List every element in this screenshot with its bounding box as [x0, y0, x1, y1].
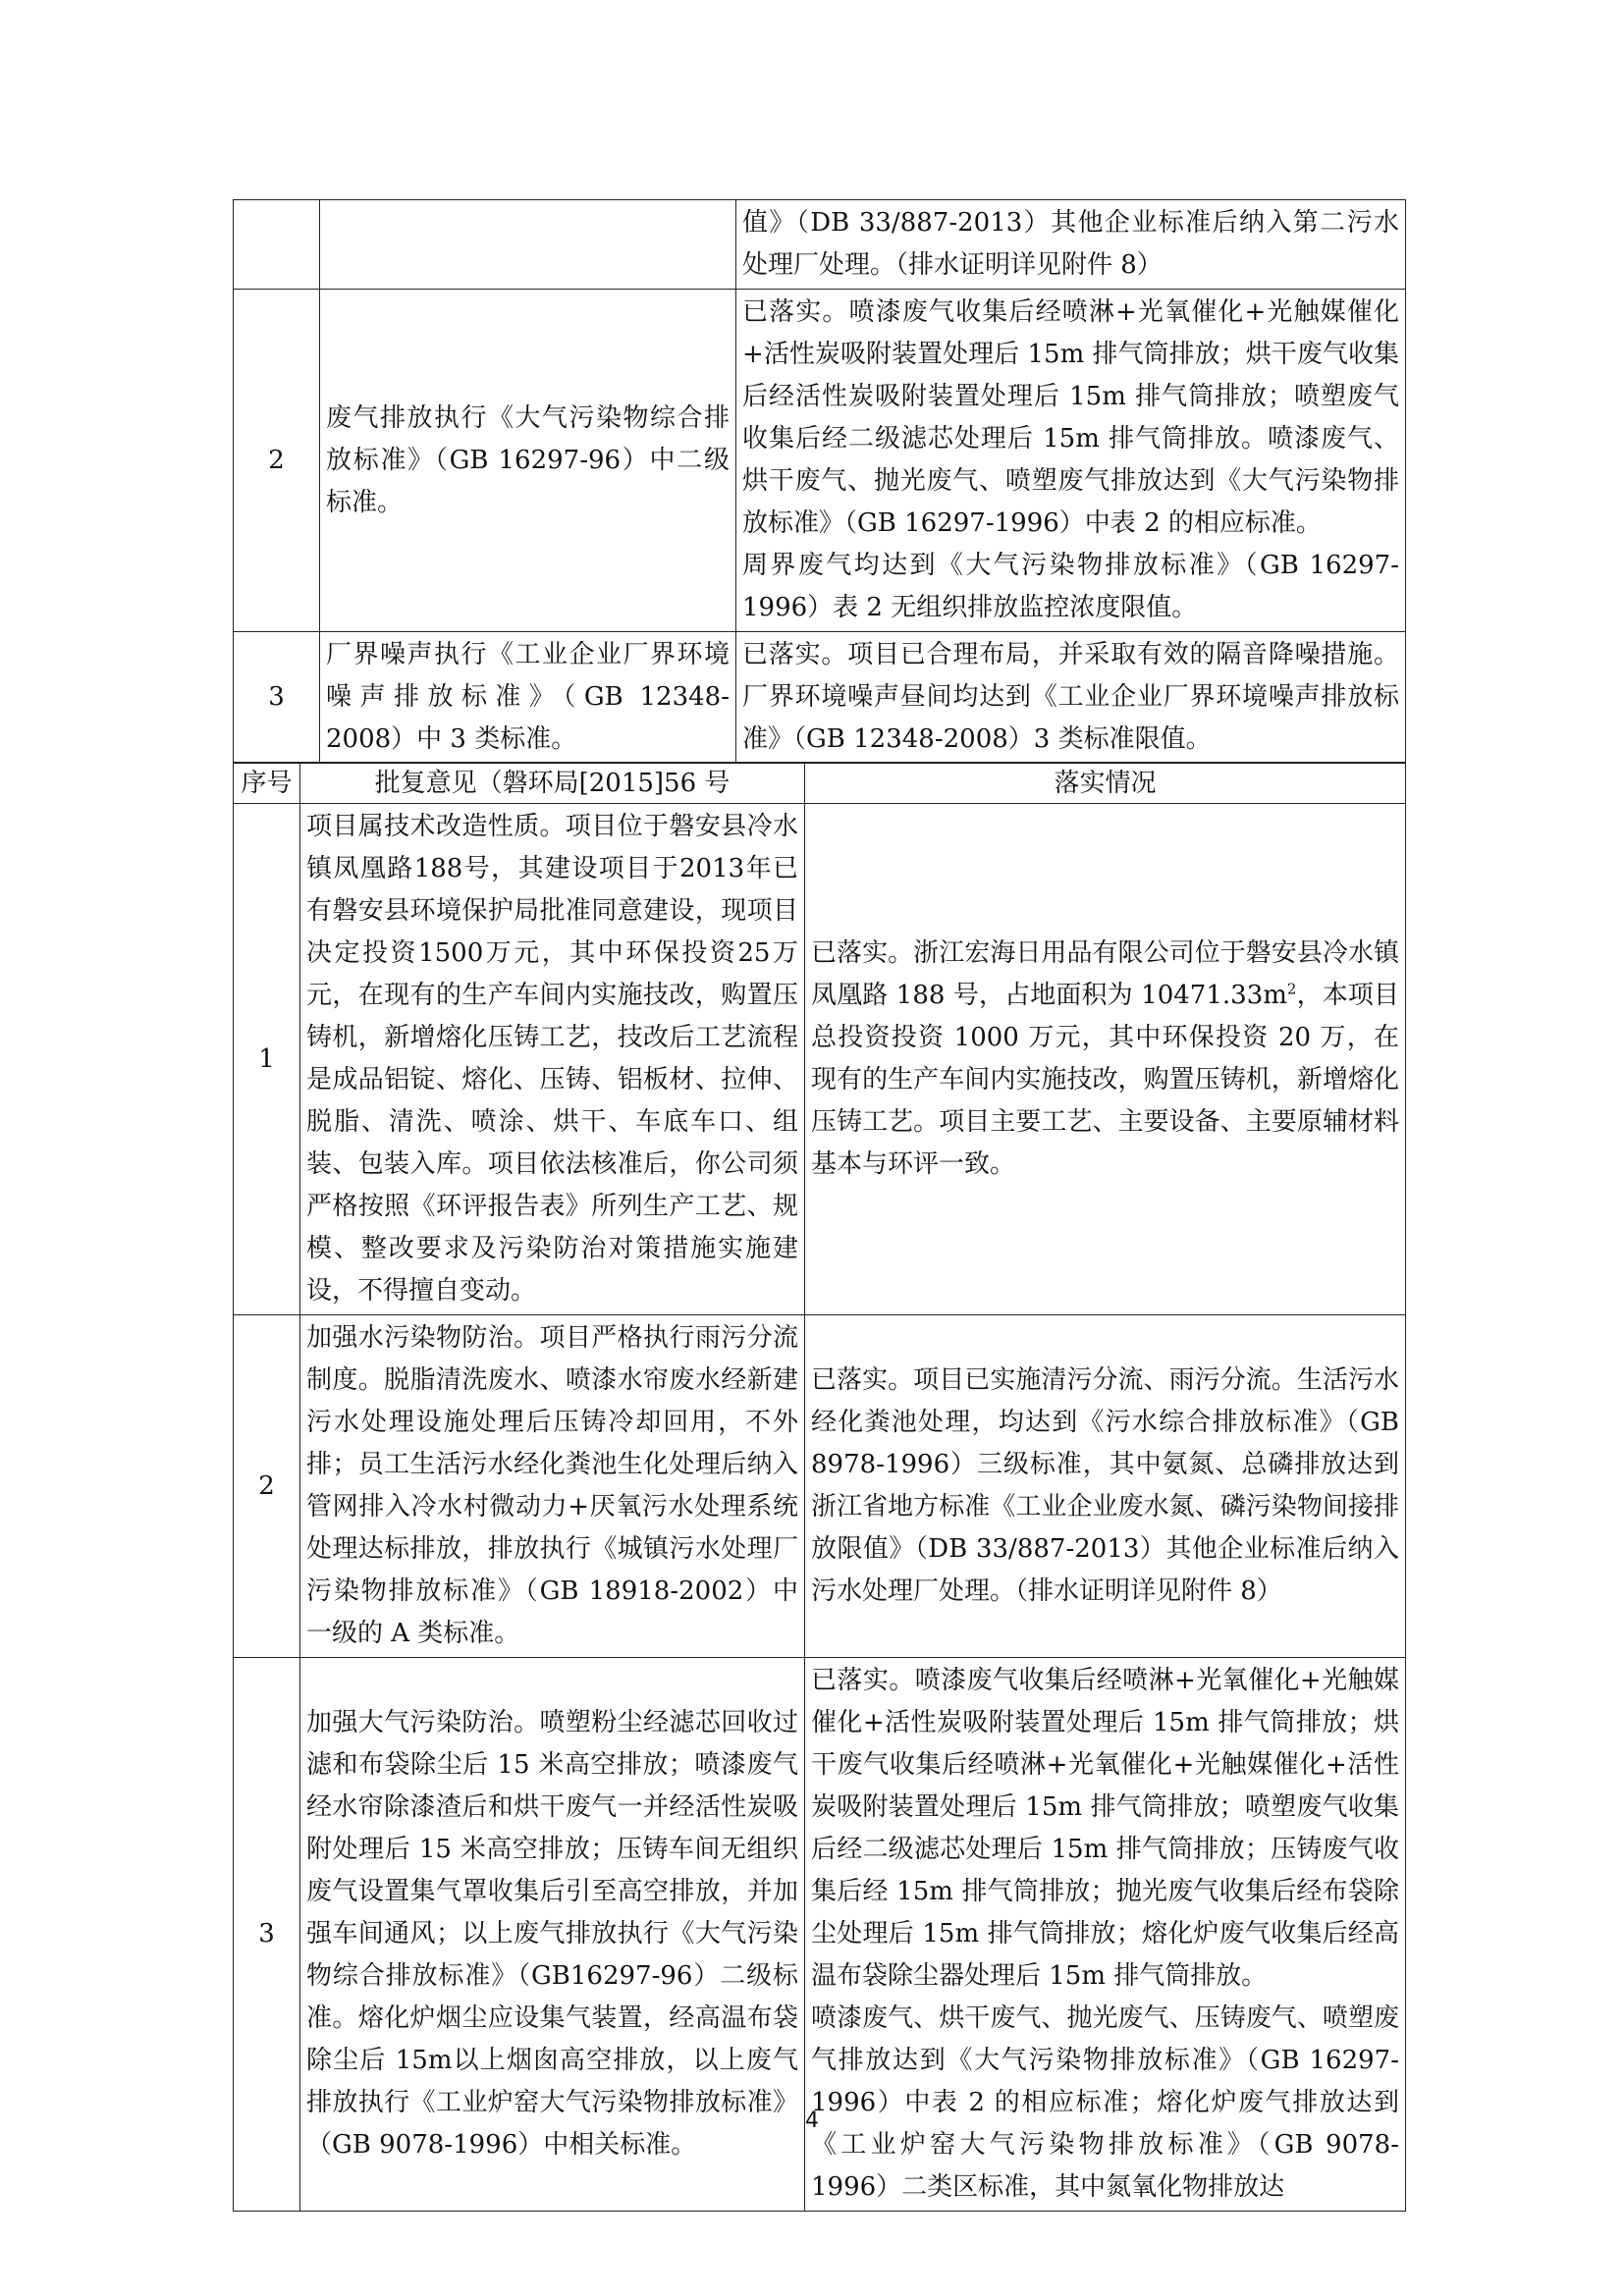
standard-cell: 厂界噪声执行《工业企业厂界环境噪声排放标准》（GB 12348-2008）中 3 类标准。: [320, 632, 736, 764]
table-row: [234, 290, 1406, 632]
table-row: [234, 1315, 1406, 1658]
implementation-cell: 已落实。喷漆废气收集后经喷淋+光氧催化+光触媒催化+活性炭吸附装置处理后 15m 排气筒排放；烘干废气收集后经活性炭吸附装置处理后 15m 排气筒排放；喷塑废气收集后经二级滤芯处理后 15m 排气筒排放。喷漆废气、烘干废气、抛光废气、喷塑废气排放达到《大气污染物排放标准》（GB 16297-1996）中表 2 的相应标准。 周界废气均达到《大气污染物排放标准》（GB 16297-1996）表 2 无组织排放监控浓度限值。: [736, 290, 1406, 632]
row-number: 1: [234, 804, 300, 1315]
approval-cell: 项目属技术改造性质。项目位于磐安县冷水镇凤凰路188号，其建设项目于2013年已有磐安县环境保护局批准同意建设，现项目决定投资1500万元，其中环保投资25万元，在现有的生产车间内实施技改，购置压铸机，新增熔化压铸工艺，技改后工艺流程是成品铝锭、熔化、压铸、铝板材、拉伸、脱脂、清洗、喷涂、烘干、车底车口、组装、包装入库。项目依法核准后，你公司须严格按照《环评报告表》所列生产工艺、规模、整改要求及污染防治对策措施实施建设，不得擅自变动。: [300, 804, 805, 1315]
row-number: 3: [234, 632, 320, 764]
header-row: [234, 763, 1406, 804]
header-approval: 批复意见（磐环局[2015]56 号: [300, 763, 805, 804]
header-implementation: 落实情况: [805, 763, 1406, 804]
standards-table: [233, 199, 1406, 764]
implementation-cell: 已落实。浙江宏海日用品有限公司位于磐安县冷水镇凤凰路 188 号，占地面积为 $10471.33m^2$，本项目总投资投资 1000 万元，其中环保投资 20 万，在现有的生产车间内实施技改，购置压铸机，新增熔化压铸工艺。项目主要工艺、主要设备、主要原辅材料基本与环评一致。: [805, 804, 1406, 1315]
table-row: [234, 200, 1406, 290]
row-number: 2: [234, 1315, 300, 1658]
table-row: [234, 632, 1406, 764]
standard-cell: 废气排放执行《大气污染物综合排放标准》（GB 16297-96）中二级标准。: [320, 290, 736, 632]
implementation-cell: 已落实。项目已实施清污分流、雨污分流。生活污水经化粪池处理，均达到《污水综合排放标准》（GB 8978-1996）三级标准，其中氨氮、总磷排放达到浙江省地方标准《工业企业废水氮、磷污染物间接排放限值》（DB 33/887-2013）其他企业标准后纳入污水处理厂处理。（排水证明详见附件 8）: [805, 1315, 1406, 1658]
row-number: 2: [234, 290, 320, 632]
header-number: 序号: [234, 763, 300, 804]
implementation-cell: 值》（DB 33/887-2013）其他企业标准后纳入第二污水处理厂处理。（排水证明详见附件 8）: [736, 200, 1406, 290]
implementation-cell: 已落实。项目已合理布局，并采取有效的隔音降噪措施。厂界环境噪声昼间均达到《工业企业厂界环境噪声排放标准》（GB 12348-2008）3 类标准限值。: [736, 632, 1406, 764]
table-row: [234, 804, 1406, 1315]
page-number: 4: [805, 2109, 819, 2133]
approval-table: [233, 762, 1406, 2212]
row-number: 3: [234, 1658, 300, 2212]
row-number: [234, 200, 320, 290]
standard-cell: [320, 200, 736, 290]
implementation-cell: 已落实。喷漆废气收集后经喷淋+光氧催化+光触媒催化+活性炭吸附装置处理后 15m 排气筒排放；烘干废气收集后经喷淋+光氧催化+光触媒催化+活性炭吸附装置处理后 15m 排气筒排放；喷塑废气收集后经二级滤芯处理后 15m 排气筒排放；压铸废气收集后经 15m 排气筒排放；抛光废气收集后经布袋除尘处理后 15m 排气筒排放；熔化炉废气收集后经高温布袋除尘器处理后 15m 排气筒排放。 喷漆废气、烘干废气、抛光废气、压铸废气、喷塑废气排放达到《大气污染物排放标准》（GB 16297-1996）中表 2 的相应标准；熔化炉废气排放达到《工业炉窑大气污染物排放标准》（GB 9078-1996）二类区标准，其中氮氧化物排放达: [805, 1658, 1406, 2212]
approval-cell: 加强水污染物防治。项目严格执行雨污分流制度。脱脂清洗废水、喷漆水帘废水经新建污水处理设施处理后压铸冷却回用，不外排；员工生活污水经化粪池生化处理后纳入管网排入冷水村微动力+厌氧污水处理系统处理达标排放，排放执行《城镇污水处理厂污染物排放标准》（GB 18918-2002）中一级的 A 类标准。: [300, 1315, 805, 1658]
approval-cell: 加强大气污染防治。喷塑粉尘经滤芯回收过滤和布袋除尘后 15 米高空排放；喷漆废气经水帘除漆渣后和烘干废气一并经活性炭吸附处理后 15 米高空排放；压铸车间无组织废气设置集气罩收集后引至高空排放，并加强车间通风；以上废气排放执行《大气污染物综合排放标准》（GB16297-96）二级标准。熔化炉烟尘应设集气装置，经高温布袋除尘后 15m以上烟囱高空排放，以上废气排放执行《工业炉窑大气污染物排放标准》（GB 9078-1996）中相关标准。: [300, 1658, 805, 2212]
